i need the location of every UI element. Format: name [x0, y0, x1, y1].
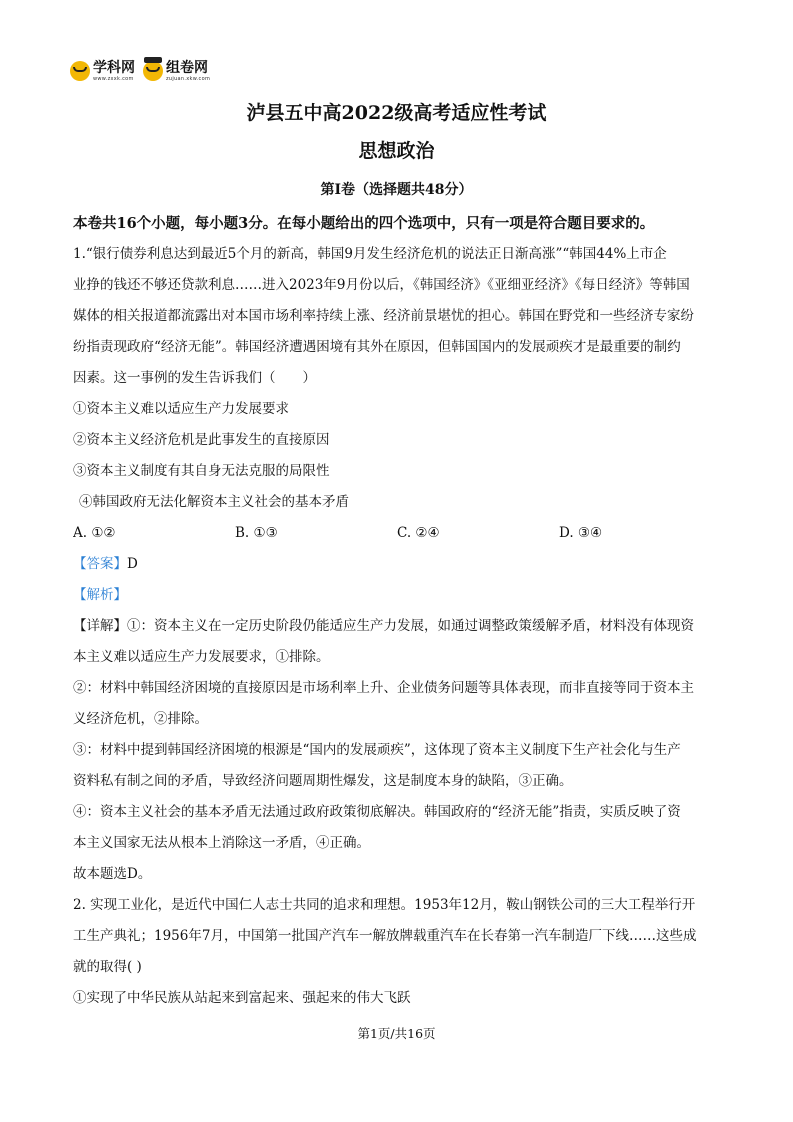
- subject-title: 思想政治: [358, 140, 435, 162]
- answer-label: 【答案】: [73, 556, 127, 572]
- q1-stem-line: 1.“银行债券利息达到最近5个月的新高，韩国9月发生经济危机的说法正日渐高涨”“韩国44%上市企: [73, 246, 667, 262]
- q1-options: [73, 518, 721, 549]
- graduate-logo-icon: [143, 61, 163, 81]
- logo-url: www.zxxk.com: [93, 75, 134, 82]
- q1-detail-line: 资料私有制之间的矛盾，导致经济问题周期性爆发，这是制度本身的缺陷，③正确。: [73, 773, 573, 789]
- analysis-label: 【解析】: [73, 587, 127, 603]
- detail-text: ①：资本主义在一定历史阶段仍能适应生产力发展，如通过调整政策缓解矛盾，材料没有体现资: [127, 618, 694, 634]
- q1-item: ①资本主义难以适应生产力发展要求: [73, 401, 289, 417]
- logo-name: 学科网: [93, 59, 135, 76]
- xuekewang-logo: [70, 61, 135, 82]
- q1-item: ②资本主义经济危机是此事发生的直接原因: [73, 432, 330, 448]
- q1-stem-line: 因素。这一事例的发生告诉我们（ ）: [73, 370, 316, 386]
- q1-stem-line: 媒体的相关报道都流露出对本国市场利率持续上涨、经济前景堪忧的担心。韩国在野党和一些经济专家纷: [73, 308, 694, 324]
- q2-stem-line: 工生产典礼；1956年7月，中国第一批国产汽车一解放牌载重汽车在长春第一汽车制造厂下线……这些成: [73, 928, 697, 944]
- q1-conclusion: 故本题选D。: [73, 866, 152, 882]
- q1-detail-line: ③：材料中提到韩国经济困境的根源是“国内的发展顽疾”，这体现了资本主义制度下生产社会化与生产: [73, 742, 681, 758]
- q1-item: ③资本主义制度有其自身无法克服的局限性: [73, 463, 330, 479]
- q1-answer: [73, 549, 721, 580]
- exam-title: 泸县五中高2022级高考适应性考试: [246, 102, 547, 124]
- zujuanwang-logo: [143, 61, 210, 82]
- logo-row: [70, 58, 210, 84]
- q2-stem-line: 就的取得( ): [73, 959, 142, 975]
- q1-stem-line: 业挣的钱还不够还贷款利息……进入2023年9月份以后，《韩国经济》《亚细亚经济》《每日经济》等韩国: [73, 277, 690, 293]
- document-body: [73, 208, 721, 1014]
- q1-detail-line: ②：材料中韩国经济困境的直接原因是市场利率上升、企业债务问题等具体表现，而非直接等同于资本主: [73, 680, 694, 696]
- q1-detail-line: 本主义国家无法从根本上消除这一矛盾，④正确。: [73, 835, 370, 851]
- q2-stem-line: 2. 实现工业化，是近代中国仁人志士共同的追求和理想。1953年12月，鞍山钢铁公司的三大工程举行开: [73, 897, 696, 913]
- smiley-logo-icon: [70, 61, 90, 81]
- logo-name: 组卷网: [166, 59, 208, 76]
- q1-stem-line: 纷指责现政府“经济无能”。韩国经济遭遇困境有其外在原因，但韩国国内的发展顽疾才是最重要的制约: [73, 339, 681, 355]
- q1-detail-line: 义经济危机，②排除。: [73, 711, 208, 727]
- detail-label: 【详解】: [73, 618, 127, 634]
- logo-url: zujuan.xkw.com: [166, 75, 211, 82]
- q1-item: ④韩国政府无法化解资本主义社会的基本矛盾: [79, 494, 349, 510]
- option-d: D. ③④: [559, 525, 603, 541]
- q1-detail-line: 本主义难以适应生产力发展要求，①排除。: [73, 649, 330, 665]
- option-b: B. ①③: [235, 525, 278, 541]
- answer-value: D: [127, 556, 138, 572]
- q2-item: ①实现了中华民族从站起来到富起来、强起来的伟大飞跃: [73, 990, 411, 1006]
- option-a: A. ①②: [73, 525, 116, 541]
- instruction: 本卷共16个小题，每小题3分。在每小题给出的四个选项中，只有一项是符合题目要求的。: [73, 215, 655, 232]
- q1-detail-line: ④：资本主义社会的基本矛盾无法通过政府政策彻底解决。韩国政府的“经济无能”指责，实质反映了资: [73, 804, 681, 820]
- option-c: C. ②④: [397, 525, 440, 541]
- q1-detail-line: [73, 611, 721, 642]
- page-footer: 第1页/共16页: [357, 1026, 436, 1041]
- section-title: 第Ⅰ卷（选择题共48分）: [320, 182, 473, 198]
